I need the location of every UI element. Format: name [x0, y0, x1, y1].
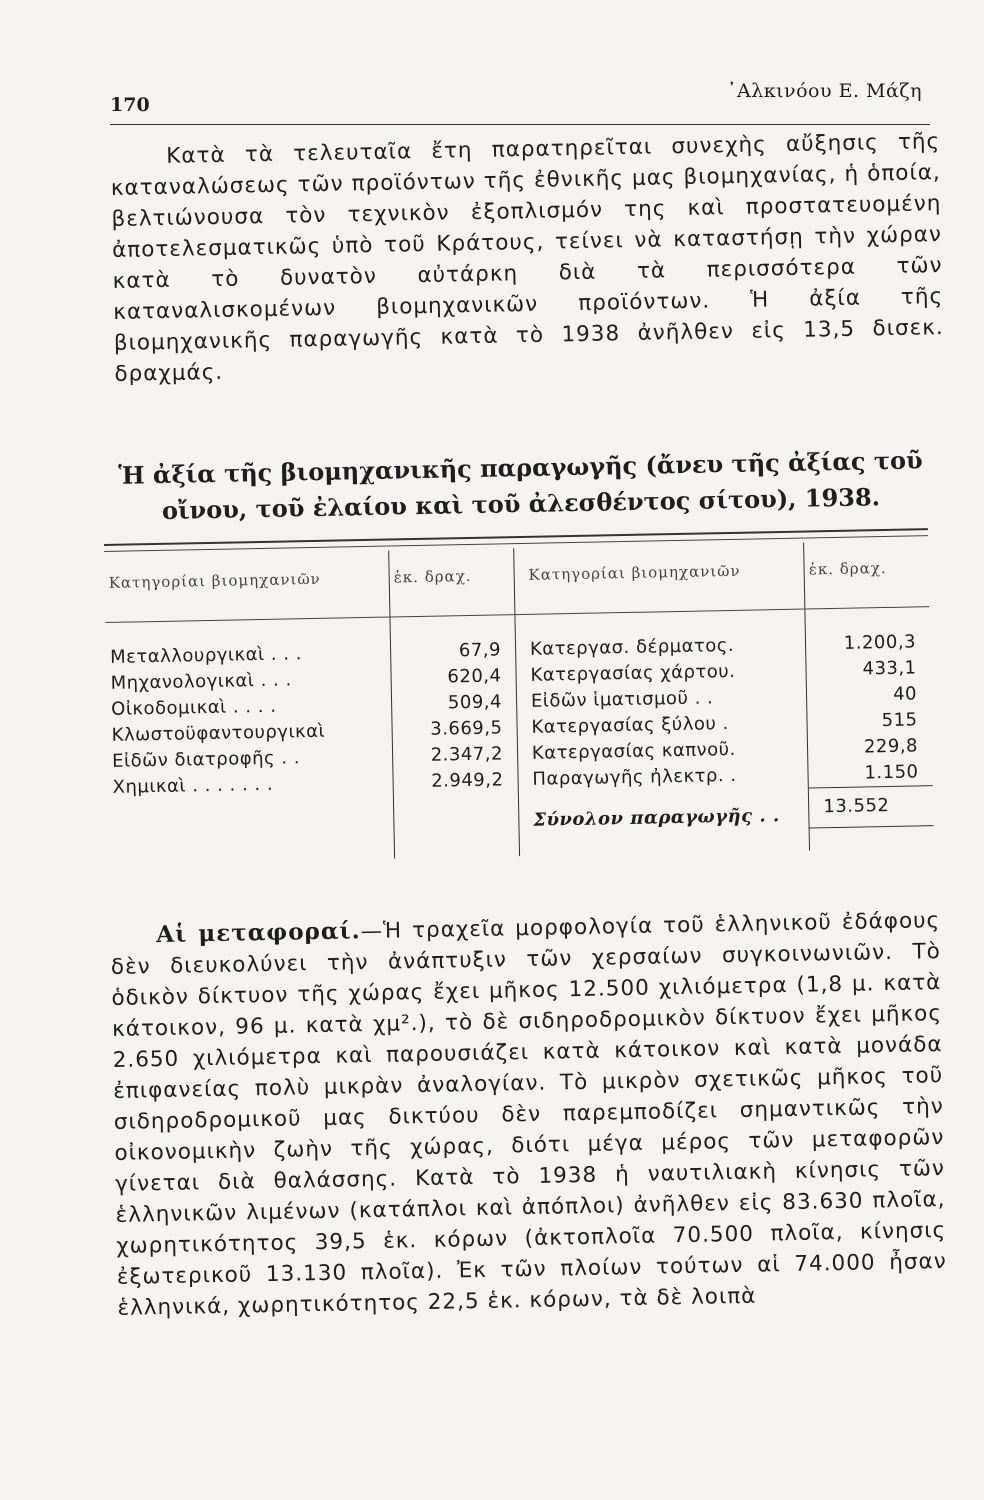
row-value-right: 1.200,3 — [806, 629, 931, 657]
header-category-right: Κατηγορίαι βιομηχανιῶν — [514, 543, 806, 615]
row-category-left: Χημικαὶ . . . . . . . — [112, 773, 274, 798]
row-category-right: Κατεργασίας ξύλου . — [531, 713, 729, 738]
transport-text: —Ἡ τραχεῖα μορφολογία τοῦ ἑλληνικοῦ ἐδάφους δὲν διευκολύνει τὴν ἀνάπτυξιν τῶν χερσαίων συγκοινωνιῶν. Τὸ ὁδικὸν δίκτυον τῆς χώρας ἔχει μῆκος 12.500 χιλιόμετρα (1,8 μ. κατὰ κάτοικον, 96 μ. κατὰ χμ².), τὸ δὲ σιδηροδρομικὸν δίκτυον ἔχει μῆκος 2.650 χιλιόμετρα καὶ παρουσιάζει κατὰ κάτοικον καὶ κατὰ μονάδα ἐπιφανείας πολὺ μικρὰν ἀναλογίαν. Τὸ μικρὸν σχετικῶς μῆκος τοῦ σιδηροδρομικοῦ μας δικτύου δὲν παρεμποδίζει σημαντικῶς τὴν οἰκονομικὴν ζωὴν τῆς χώρας, διότι μέγα μέρος τῶν μεταφορῶν γίνεται διὰ θαλάσσης. Κατὰ τὸ 1938 ἡ ναυτιλιακὴ κίνησις τῶν ἑλληνικῶν λιμένων (κατάπλοι καὶ ἀπόπλοι) ἀνῆλθεν εἰς 83.630 πλοῖα, χωρητικότητος 39,5 ἑκ. κόρων (ἀκτοπλοῖα 70.500 πλοῖα, κίνησις ἐξωτερικοῦ 13.130 πλοῖα). Ἐκ τῶν πλοίων τούτων αἱ 74.000 ἦσαν ἑλληνικά, χωρητικότητος 22,5 ἑκ. κόρων, τὰ δὲ λοιπὰ — [110, 908, 947, 1321]
production-table-grid — [104, 540, 934, 864]
page-header — [110, 72, 930, 125]
transport-heading: Αἱ μεταφοραί. — [156, 917, 361, 949]
row-category-right: Κατεργασ. δέρματος. — [529, 634, 735, 660]
row-value-left: 509,4 — [391, 689, 516, 717]
header-value-left: ἑκ. δραχ. — [389, 548, 515, 617]
row-value-left: 620,4 — [391, 663, 516, 691]
row-category-right: Κατεργασίας καπνοῦ. — [531, 738, 736, 764]
row-category-right: Εἰδῶν ἱματισμοῦ . . — [530, 687, 714, 712]
row-category-left: Μηχανολογικαὶ . . . — [110, 669, 292, 694]
total-label: Σύνολον παραγωγῆς . . — [533, 804, 780, 831]
row-value-left: 67,9 — [390, 637, 515, 665]
row-value-right: 433,1 — [806, 655, 931, 683]
row-value-right: 1.150 — [808, 759, 933, 788]
production-table — [104, 528, 934, 886]
page-number: 170 — [110, 94, 150, 116]
row-value-left: 2.347,2 — [392, 741, 517, 769]
header-category-left: Κατηγορίαι βιομηχανιῶν — [104, 551, 390, 623]
row-value-left: 3.669,5 — [392, 715, 517, 743]
table-title-line-1: Ἡ ἀξία τῆς βιομηχανικῆς παραγωγῆς (ἄνευ τῆς ἀξίας τοῦ — [118, 445, 923, 490]
transport-paragraph — [110, 904, 948, 1324]
row-category-right: Κατεργασίας χάρτου. — [530, 660, 736, 686]
row-value-left: 2.949,2 — [393, 767, 518, 796]
row-category-left: Οἰκοδομικαὶ . . . . — [110, 695, 277, 720]
row-category-right: Παραγωγῆς ἠλεκτρ. . — [532, 764, 737, 790]
row-category-left: Εἰδῶν διατροφῆς . . — [111, 747, 301, 772]
row-category-left: Μεταλλουργικαὶ . . . — [109, 643, 303, 668]
header-value-right: ἑκ. δραχ. — [804, 540, 930, 609]
intro-paragraph: Κατὰ τὰ τελευταῖα ἔτη παρατηρεῖται συνεχὴς αὔξησις τῆς καταναλώσεως τῶν προϊόντων τῆς ἐθνικῆς μας βιομηχανίας, ἡ ὁποία, βελτιώνουσα τὸν τεχνικὸν ἐξοπλισμόν της καὶ προστατευομένη ἀποτελεσματικῶς ὑπὸ τοῦ Κράτους, τείνει νὰ καταστήσῃ τὴν χώραν κατὰ τὸ δυνατὸν αὐτάρκη διὰ τὰ περισσότερα τῶν καταναλισκομένων βιομηχανικῶν προϊόντων. Ἡ ἀξία τῆς βιομηχανικῆς παραγωγῆς κατὰ τὸ 1938 ἀνῆλθεν εἰς 13,5 δισεκ. δραχμάς. — [110, 129, 944, 387]
row-value-right: 40 — [807, 681, 932, 709]
running-head: ᾽Αλκινόου Ε. Μάζη — [726, 80, 922, 102]
table-title-line-2: οἴνου, τοῦ ἐλαίου καὶ τοῦ ἀλεσθέντος σίτου), 1938. — [161, 482, 881, 526]
row-value-right: 229,8 — [808, 733, 933, 761]
row-category-left: Κλωστοϋφαντουργικαὶ — [111, 720, 326, 746]
table-title — [110, 442, 931, 530]
row-value-right: 515 — [807, 707, 932, 735]
total-value: 13.552 — [809, 786, 934, 828]
